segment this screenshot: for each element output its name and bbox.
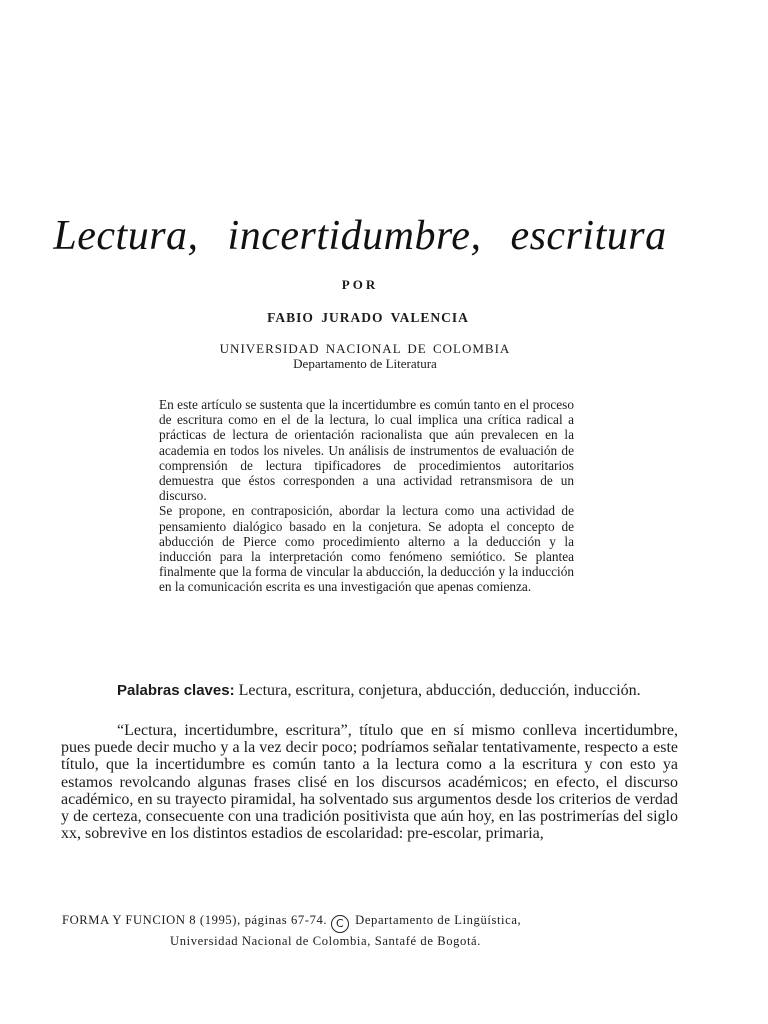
keywords bbox=[61, 682, 678, 700]
journal-citation: FORMA Y FUNCION 8 (1995), páginas 67-74. bbox=[62, 913, 328, 927]
university-name: UNIVERSIDAD NACIONAL DE COLOMBIA bbox=[219, 341, 511, 356]
footer-department: Departamento de Lingüística, bbox=[355, 913, 522, 927]
footer-line-1 bbox=[62, 912, 678, 933]
author-name: FABIO JURADO VALENCIA bbox=[267, 310, 469, 325]
copyright-icon: C bbox=[331, 915, 349, 933]
byline-por: POR bbox=[341, 277, 379, 292]
footer-citation bbox=[62, 912, 678, 949]
abstract-paragraph: Se propone, en contraposición, abordar la lectura como una actividad de pensamiento dialógico basado en la conjetura. Se adopta el concepto de abducción de Pierce como procedimiento alterno a la deducción y la inducción para la interpretación como fenómeno semiótico. Se plantea finalmente que la forma de vincular la abducción, la deducción y la inducción en la comunicación escrita es una investigación que apenas comienza. bbox=[159, 503, 574, 595]
article-title: Lectura, incertidumbre, escritura bbox=[53, 213, 667, 259]
body-paragraph: “Lectura, incertidumbre, escritura”, título que en sí mismo conlleva incertidumbre, pues puede decir mucho y a la vez decir poco; podríamos señalar tentativamente, respecto a este título, que la incertidumbre es común tanto a la lectura como a la escritura y con esto ya estamos revolcando algunas frases clisé en los discursos académicos; en efecto, el discurso académico, en su trayecto piramidal, ha solventado sus argumentos desde los criterios de verdad y de certeza, consecuente con una tradición positivista que aún hoy, en las postrimerías del siglo xx, sobrevive en los distintos estadios de escolaridad: pre-escolar, primaria, bbox=[61, 722, 678, 843]
affiliation bbox=[0, 341, 730, 371]
keywords-label: Palabras claves: bbox=[117, 682, 235, 699]
footer-line-2: Universidad Nacional de Colombia, Santafé de Bogotá. bbox=[170, 934, 481, 948]
abstract-paragraph: En este artículo se sustenta que la incertidumbre es común tanto en el proceso de escritura como en el de la lectura, lo cual implica una crítica radical a prácticas de lectura de orientación racionalista que aún prevalecen en la academia en todos los niveles. Un análisis de instrumentos de evaluación de comprensión de lectura tipificadores de procedimientos autoritarios demuestra que éstos corresponden a una actividad retransmisora de un discurso. bbox=[159, 397, 574, 504]
abstract bbox=[159, 397, 574, 595]
department-name: Departamento de Literatura bbox=[293, 356, 437, 371]
keywords-list: Lectura, escritura, conjetura, abducción, deducción, inducción. bbox=[234, 682, 641, 699]
